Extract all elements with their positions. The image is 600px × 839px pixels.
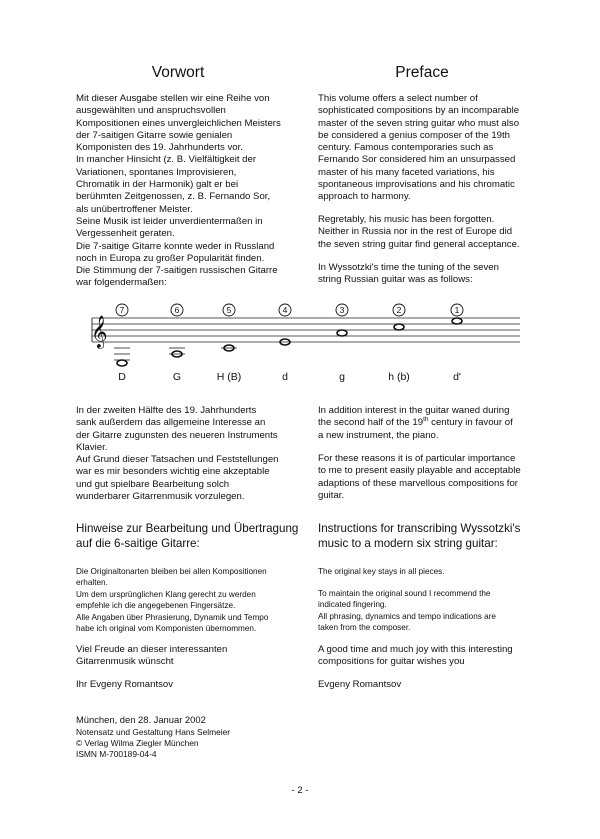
note-name-g: g bbox=[339, 371, 345, 383]
string-number-circles bbox=[116, 304, 463, 316]
preface-paragraph-4-line-2b: century in favour of bbox=[428, 417, 513, 429]
preface-note-2: To maintain the original sound I recommend the indicated fingering. All phrasing, dynamics and tempo indications are taken from the composer. bbox=[318, 589, 496, 633]
note-d-high bbox=[452, 318, 462, 324]
preface-title: Preface bbox=[395, 64, 449, 81]
preface-paragraph-4-line-1: In addition interest in the guitar waned during bbox=[318, 405, 510, 416]
string-number-3: 3 bbox=[339, 305, 345, 315]
preface-paragraph-4-line-3: a new instrument, the piano. bbox=[318, 429, 439, 441]
staff-lines bbox=[92, 318, 520, 342]
vorwort-signature: Ihr Evgeny Romantsov bbox=[76, 679, 174, 690]
note-name-d: d bbox=[282, 371, 288, 383]
string-number-2: 2 bbox=[396, 305, 402, 315]
note-g bbox=[337, 330, 347, 336]
preface-paragraph-4-line-2a: the second half of the 19 bbox=[318, 417, 424, 429]
vorwort-paragraph-1: Mit dieser Ausgabe stellen wir eine Reihe von ausgewählten und anspruchsvollen Kompositionen eines unvergleichlichen Meisters der 7-saitigen Gitarre sowie genialen Komponisten des 19. Jahrhunderts vor. In mancher Hinsicht (z. B. Vielfältigkeit der Variationen, spontanes Improvisieren, Chromatik in der Harmonik) galt er bei berühmten Zeitgenossen, z. B. Fernando Sor, als unübertroffener Meister. Seine Musik ist leider unverdientermaßen in Vergessenheit geraten. Die 7-saitige Gitarre konnte weder in Russland noch in Europa zu großer Popularität finden. Die Stimmung der 7-saitigen russischen Gitarre war folgendermaßen: bbox=[76, 93, 281, 289]
preface-paragraph-5: For these reasons it is of particular importance to me to present easily playable and acceptable adaptions of these marvellous compositions for guitar. bbox=[318, 453, 521, 501]
string-number-6: 6 bbox=[174, 305, 180, 315]
note-D bbox=[117, 360, 127, 366]
preface-closing: A good time and much joy with this interesting compositions for guitar wishes you bbox=[318, 644, 513, 668]
preface-paragraph-1: This volume offers a select number of sophisticated compositions by an incomparable master of the seven string guitar who must also be considered a genius composer of the 19th century. Famous contemporaries such as Fernando Sor considered him an unsurpassed master of his many faceted variations, his spontaneous improvisations and his chromatic approach to harmony. bbox=[318, 93, 520, 203]
note-name-D: D bbox=[118, 371, 126, 383]
vorwort-heading: Hinweise zur Bearbeitung und Übertragung auf die 6-saitige Gitarre: bbox=[76, 522, 299, 550]
note-name-H: H (B) bbox=[216, 371, 242, 383]
ordinal-suffix: th bbox=[423, 416, 429, 424]
note-h bbox=[394, 324, 404, 330]
string-number-1: 1 bbox=[454, 305, 460, 315]
string-number-7: 7 bbox=[119, 305, 125, 315]
string-number-4: 4 bbox=[282, 305, 288, 315]
preface-paragraph-4-line-2 bbox=[318, 417, 573, 429]
preface-heading: Instructions for transcribing Wyssotzki's music to a modern six string guitar: bbox=[318, 522, 521, 550]
string-number-5: 5 bbox=[226, 305, 232, 315]
imprint-lines: Notensatz und Gestaltung Hans Selmeier © Verlag Wilma Ziegler München ISMN M-700189-04-4 bbox=[76, 727, 231, 759]
vorwort-title: Vorwort bbox=[151, 64, 205, 81]
preface-note-1: The original key stays in all pieces. bbox=[318, 567, 445, 576]
page-number: - 2 - bbox=[291, 785, 309, 796]
preface-signature: Evgeny Romantsov bbox=[318, 679, 402, 690]
ledger-lines bbox=[114, 348, 237, 360]
note-name-G: G bbox=[172, 371, 182, 383]
vorwort-paragraph-2: In der zweiten Hälfte des 19. Jahrhunderts sank außerdem das allgemeine Interesse an der Gitarre zugunsten des neueren Instruments Klavier. Auf Grund dieser Tatsachen und Feststellungen war es mir besonders wichtig eine akzeptable und gut spielbare Bearbeitung solch wunderbarer Gitarrenmusik vorzulegen. bbox=[76, 405, 279, 503]
note-name-d-high: d' bbox=[453, 371, 461, 383]
imprint-city-date: München, den 28. Januar 2002 bbox=[76, 714, 206, 725]
tuning-staff bbox=[0, 296, 600, 386]
vorwort-notes: Die Originaltonarten bleiben bei allen Kompositionen erhalten. Um dem ursprünglichen Klang gerecht zu werden empfehle ich die angegebenen Fingersätze. Alle Angaben über Phrasierung, Dynamik und Tempo habe ich original vom Komponisten übernommen. bbox=[76, 567, 269, 634]
treble-clef-icon: 𝄞 bbox=[91, 316, 108, 347]
preface-paragraph-2: Regretably, his music has been forgotten. Neither in Russia nor in the rest of Europe did the seven string guitar find general acceptance. bbox=[318, 214, 520, 250]
vorwort-closing: Viel Freude an dieser interessanten Gitarrenmusik wünscht bbox=[76, 644, 228, 668]
preface-paragraph-4 bbox=[318, 405, 573, 442]
note-name-h: h (b) bbox=[388, 371, 410, 383]
preface-paragraph-3: In Wyssotzki's time the tuning of the seven string Russian guitar was as follows: bbox=[318, 262, 499, 286]
